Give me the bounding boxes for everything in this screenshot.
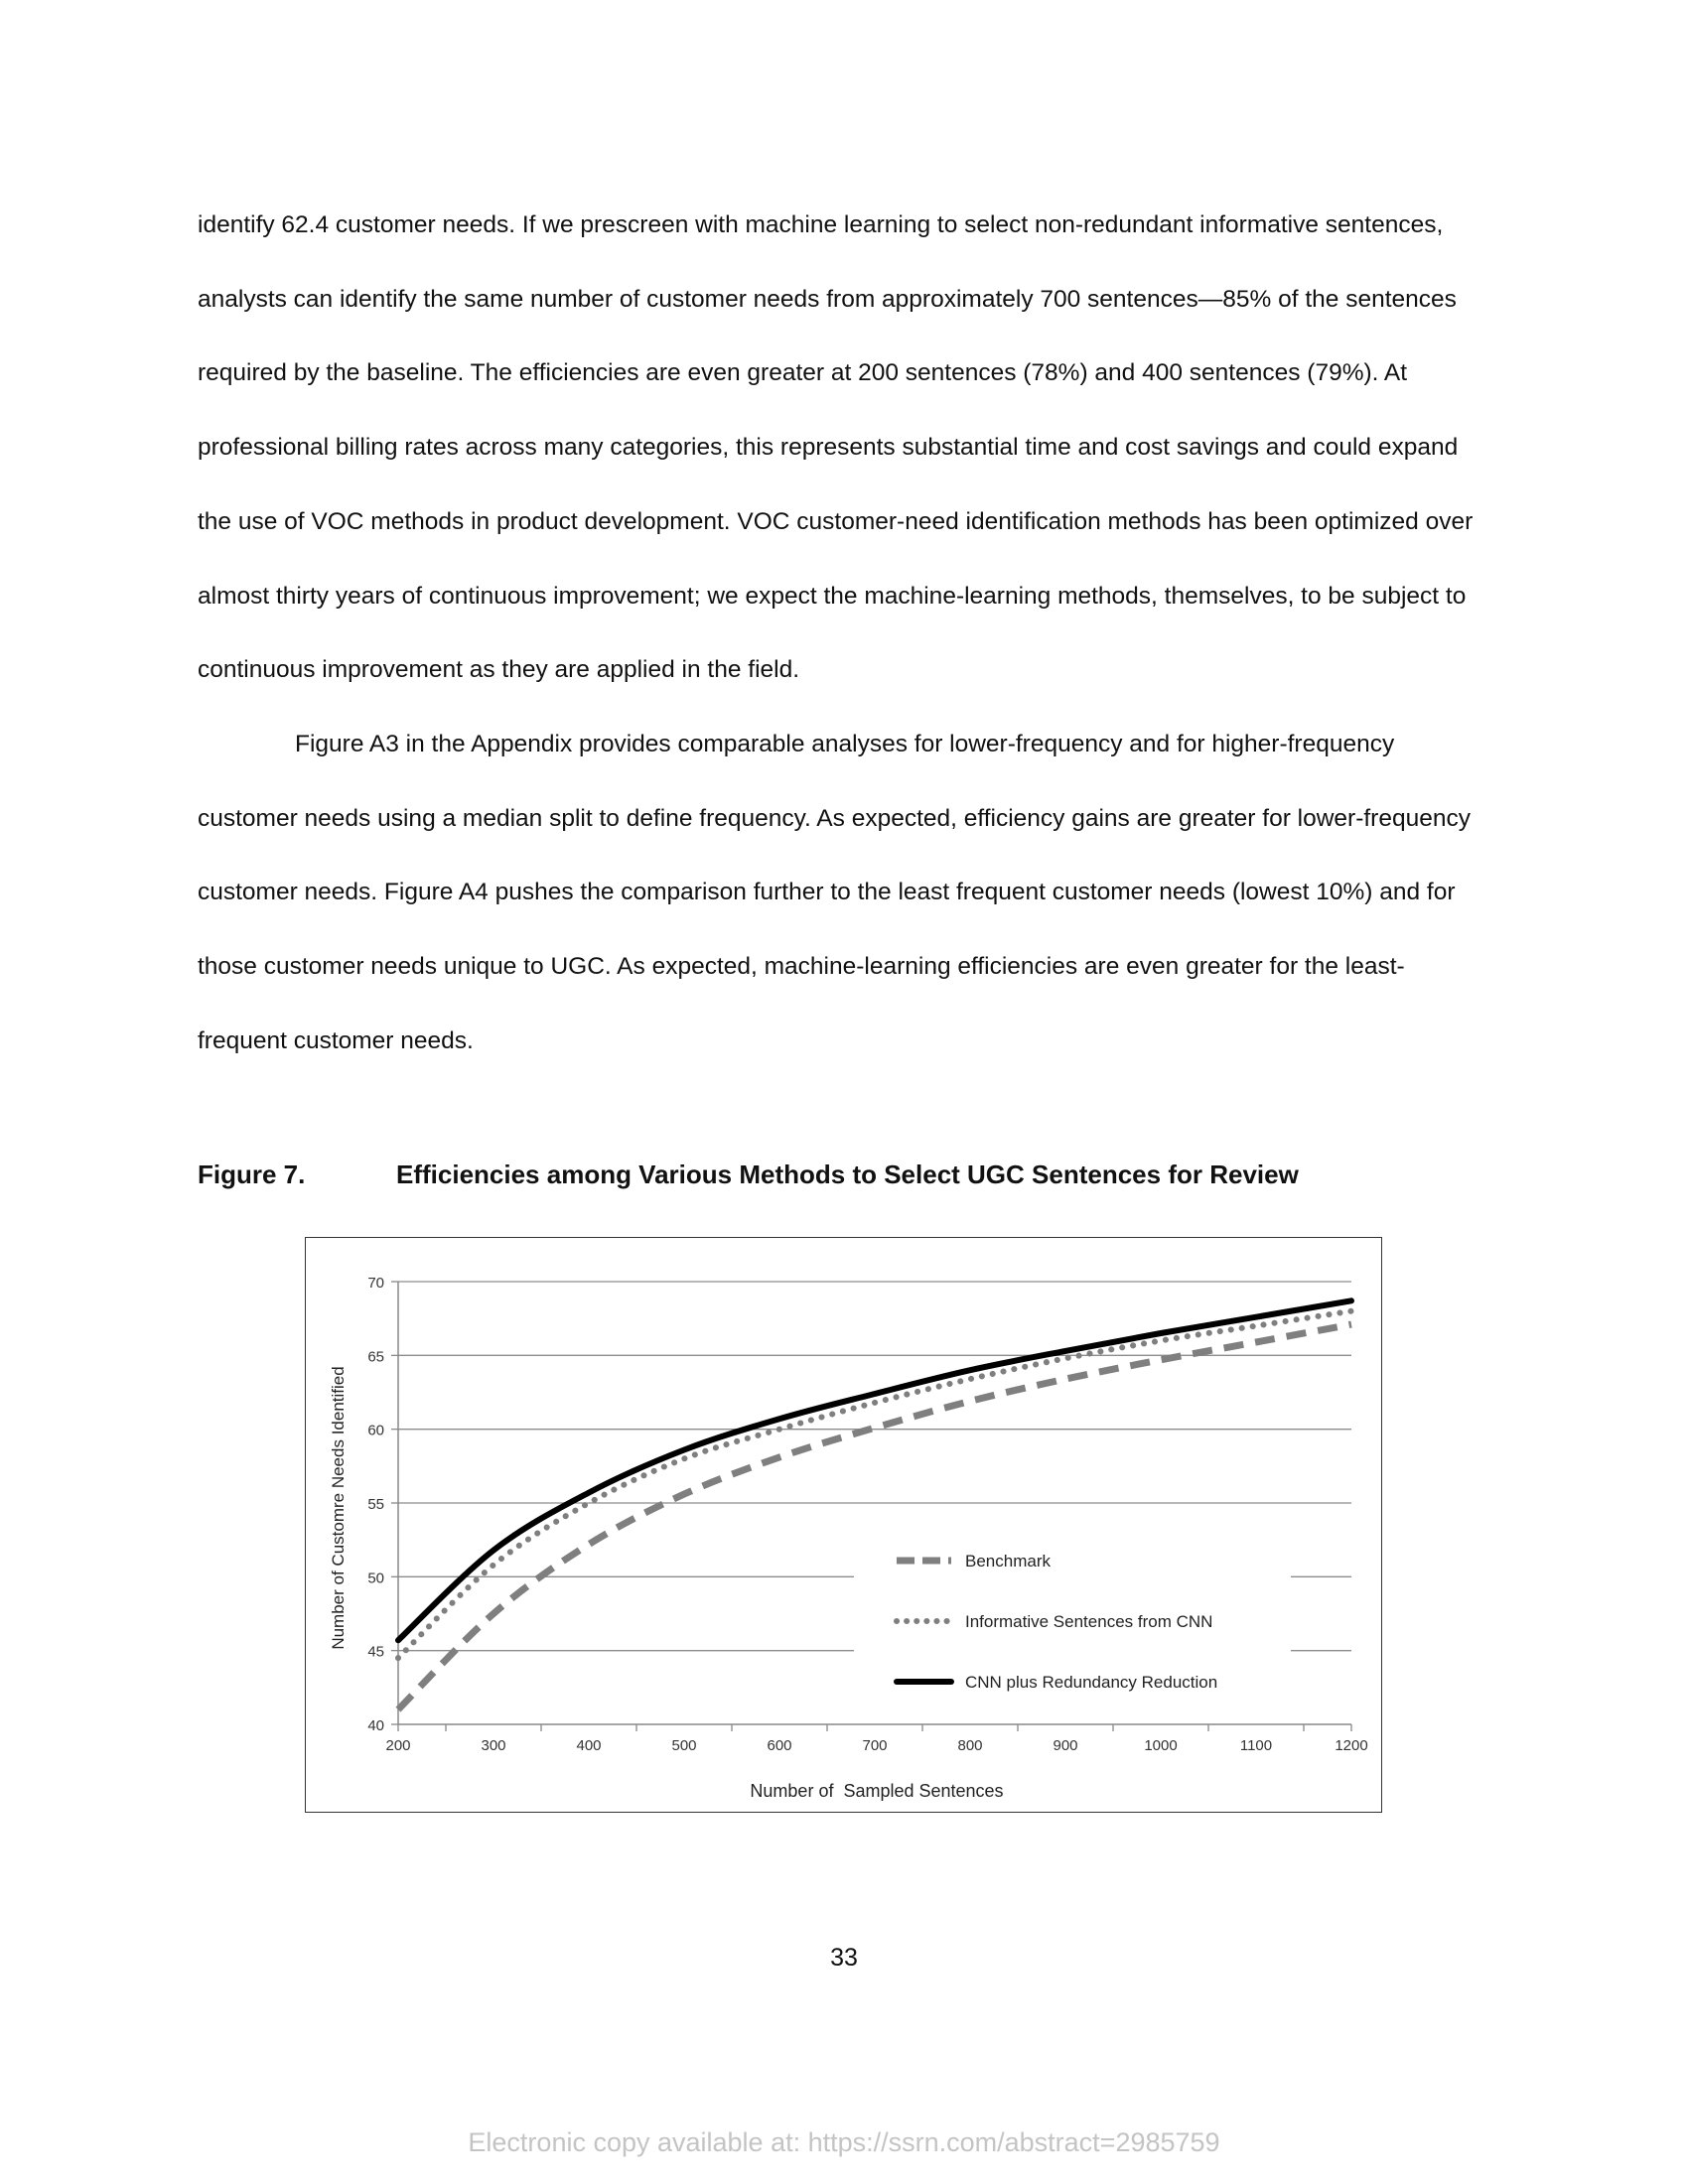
figure-caption	[198, 1160, 1299, 1190]
y-tick-label: 65	[367, 1348, 384, 1366]
figure-number: Figure 7.	[198, 1160, 306, 1189]
x-tick-label: 900	[1053, 1737, 1078, 1754]
y-tick-label: 60	[367, 1422, 384, 1439]
x-tick-label: 500	[671, 1737, 697, 1754]
tick-labels	[367, 1275, 1367, 1754]
legend-background	[854, 1527, 1291, 1676]
x-axis-label: Number of Sampled Sentences	[750, 1781, 1004, 1801]
x-tick-label: 700	[862, 1737, 888, 1754]
x-tick-label: 1200	[1335, 1737, 1368, 1754]
legend-label-cnn-plus-redundancy-reduction: CNN plus Redundancy Reduction	[965, 1673, 1218, 1692]
legend-label-benchmark: Benchmark	[965, 1552, 1051, 1570]
body-text	[198, 189, 1488, 1078]
ssrn-footer: Electronic copy available at: https://ssrn.com/abstract=2985759	[468, 2127, 1220, 2157]
y-tick-label: 70	[367, 1275, 384, 1292]
y-tick-label: 45	[367, 1643, 384, 1661]
x-tick-label: 600	[767, 1737, 792, 1754]
paragraph-2: Figure A3 in the Appendix provides comparable analyses for lower-frequency and for higher-frequency customer needs using a median split to define frequency. As expected, efficiency gains are greater for lower-frequency customer needs. Figure A4 pushes the comparison further to the least frequent customer needs (lowest 10%) and for those customer needs unique to UGC. As expected, machine-learning efficiencies are even greater for the least-frequent customer needs.	[198, 730, 1471, 1054]
x-tick-label: 200	[385, 1737, 411, 1754]
y-tick-label: 40	[367, 1717, 384, 1734]
figure-title: Efficiencies among Various Methods to Select UGC Sentences for Review	[396, 1160, 1299, 1189]
page-number: 33	[830, 1944, 858, 1972]
x-tick-label: 400	[576, 1737, 602, 1754]
x-tick-label: 800	[957, 1737, 983, 1754]
legend-label-informative-sentences-from-cnn: Informative Sentences from CNN	[965, 1612, 1213, 1631]
line-chart	[306, 1238, 1383, 1814]
paragraph-1: identify 62.4 customer needs. If we prescreen with machine learning to select non-redundant informative sentences, analysts can identify the same number of customer needs from approximately 700 sentences—85% of the sentences required by the baseline. The efficiencies are even greater at 200 sentences (78%) and 400 sentences (79%). At professional billing rates across many categories, this represents substantial time and cost savings and could expand the use of VOC methods in product development. VOC customer-need identification methods has been optimized over almost thirty years of continuous improvement; we expect the machine-learning methods, themselves, to be subject to continuous improvement as they are applied in the field.	[198, 211, 1474, 684]
y-tick-label: 50	[367, 1570, 384, 1587]
x-tick-label: 1000	[1144, 1737, 1178, 1754]
x-tick-label: 1100	[1239, 1737, 1273, 1754]
y-tick-label: 55	[367, 1496, 384, 1513]
chart-frame	[305, 1237, 1382, 1813]
y-axis-label: Number of Customre Needs Identified	[329, 1366, 348, 1650]
x-tick-label: 300	[481, 1737, 506, 1754]
